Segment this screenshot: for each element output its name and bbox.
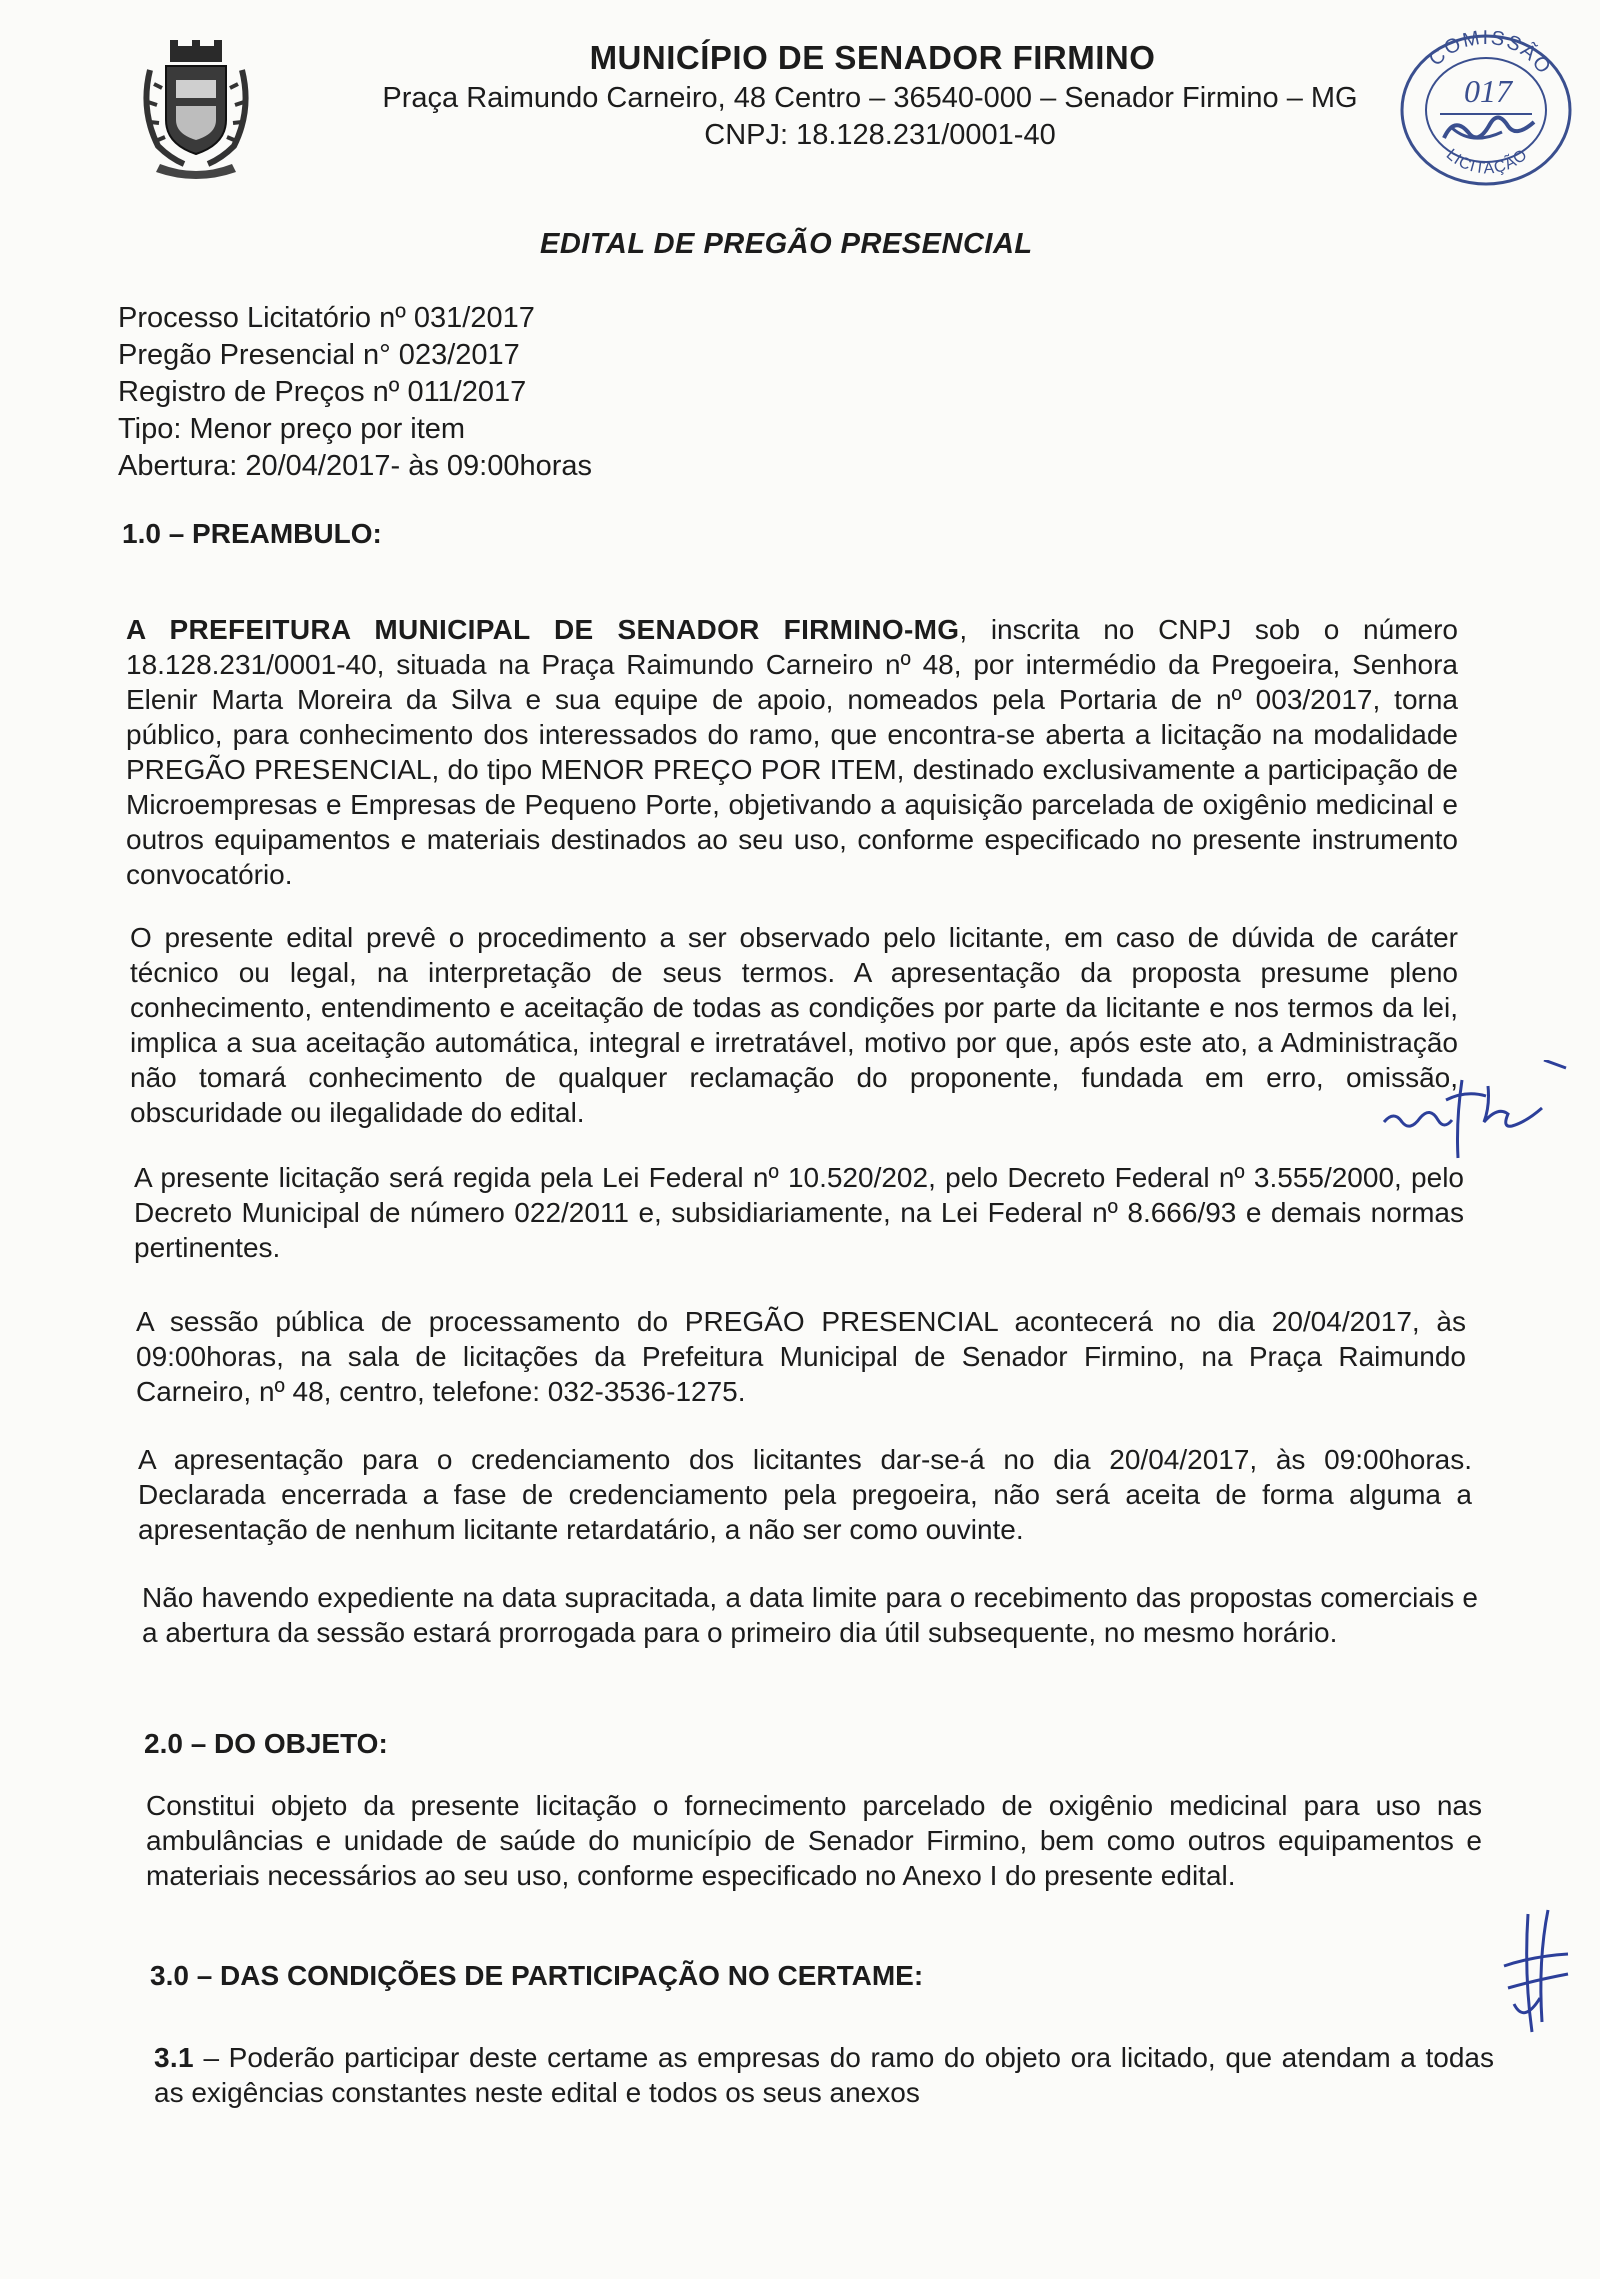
margin-initials-signature <box>1498 1908 1574 2038</box>
clause-3-1-paragraph <box>154 2040 1494 2110</box>
section-heading-preambulo: 1.0 – PREAMBULO: <box>122 518 382 549</box>
process-number: Processo Licitatório nº 031/2017 <box>118 302 535 334</box>
clause-3-1-text: – Poderão participar deste certame as empresas do ramo do objeto ora licitado, que atendam a todas as exigências constantes neste edital e todos os seus anexos <box>154 2042 1494 2108</box>
letterhead <box>340 36 1400 154</box>
section-heading-objeto: 2.0 – DO OBJETO: <box>144 1728 388 1759</box>
edital-procedure-paragraph: O presente edital prevê o procedimento a ser observado pelo licitante, em caso de dúvida de caráter técnico ou legal, na interpretação de seus termos. A apresentação da proposta presume pleno conhecimento, entendimento e aceitação de todas as condições por parte da licitante e nos termos da lei, implica a sua aceitação automática, integral e irretratável, motivo por que, após este ato, a Administração não tomará conhecimento de qualquer reclamação do proponente, fundada em erro, omissão, obscuridade ou ilegalidade do edital. <box>130 922 1458 1128</box>
document-title: EDITAL DE PREGÃO PRESENCIAL <box>540 228 1033 260</box>
clause-3-1-number: 3.1 <box>154 2042 194 2073</box>
postponement-paragraph: Não havendo expediente na data supracitada, a data limite para o recebimento das propostas comerciais e a abertura da sessão estará prorrogada para o primeiro dia útil subsequente, no mesmo horário. <box>142 1582 1478 1648</box>
legal-basis-paragraph: A presente licitação será regida pela Lei Federal nº 10.520/202, pelo Decreto Federal nº 3.555/2000, pelo Decreto Municipal de número 022/2011 e, subsidiariamente, na Lei Federal nº 8.666/93 e demais normas pertinentes. <box>134 1162 1464 1263</box>
preamble-text: , inscrita no CNPJ sob o número 18.128.231/0001-40, situada na Praça Raimundo Carneiro nº 48, por intermédio da Pregoeira, Senhora Elenir Marta Moreira da Silva e sua equipe de apoio, nomeados pela Portaria de nº 003/2017, torna público, para conhecimento dos interessados do ramo, que encontra-se aberta a licitação na modalidade PREGÃO PRESENCIAL, do tipo MENOR PREÇO POR ITEM, destinado exclusivamente a participação de Microempresas e Empresas de Pequeno Porte, objetivando a aquisição parcelada de oxigênio medicinal e outros equipamentos e materiais destinados ao seu uso, conforme especificado no presente instrumento convocatório. <box>126 614 1458 890</box>
bid-type: Tipo: Menor preço por item <box>118 413 466 445</box>
stamp-bottom-text: LICITAÇÃO <box>1442 146 1532 178</box>
pregao-number: Pregão Presencial n° 023/2017 <box>118 339 520 371</box>
process-metadata <box>118 300 592 485</box>
municipality-cnpj: CNPJ: 18.128.231/0001-40 <box>704 119 1056 151</box>
price-registry-number: Registro de Preços nº 011/2017 <box>118 376 527 408</box>
section-heading-participacao: 3.0 – DAS CONDIÇÕES DE PARTICIPAÇÃO NO CERTAME: <box>150 1960 924 1991</box>
svg-text:LICITAÇÃO <box>1443 146 1531 177</box>
object-paragraph: Constitui objeto da presente licitação o fornecimento parcelado de oxigênio medicinal para uso nas ambulâncias e unidade de saúde do município de Senador Firmino, bem como outros equipamentos e materiais necessários ao seu uso, conforme especificado no Anexo I do presente edital. <box>146 1790 1482 1891</box>
commission-stamp <box>1392 18 1580 190</box>
public-session-paragraph: A sessão pública de processamento do PREGÃO PRESENCIAL acontecerá no dia 20/04/2017, às 09:00horas, na sala de licitações da Prefeitura Municipal de Senador Firmino, na Praça Raimundo Carneiro, nº 48, centro, telefone: 032-3536-1275. <box>136 1306 1466 1407</box>
municipality-name: MUNICÍPIO DE SENADOR FIRMINO <box>589 39 1156 76</box>
preamble-paragraph <box>126 612 1458 892</box>
margin-rubric-signature <box>1376 1060 1576 1164</box>
stamp-top-text: COMISSÃO <box>1424 26 1556 80</box>
municipal-crest-icon <box>140 40 252 180</box>
municipality-address: Praça Raimundo Carneiro, 48 Centro – 36540-000 – Senador Firmino – MG <box>382 82 1358 114</box>
credentialing-paragraph: A apresentação para o credenciamento dos licitantes dar-se-á no dia 20/04/2017, às 09:00horas. Declarada encerrada a fase de credenciamento pela pregoeira, não será aceita de forma alguma a apresentação de nenhum licitante retardatário, a não ser como ouvinte. <box>138 1444 1472 1545</box>
prefeitura-name: A PREFEITURA MUNICIPAL DE SENADOR FIRMINO-MG <box>126 614 960 645</box>
stamp-number: 017 <box>1464 73 1512 109</box>
opening-date: Abertura: 20/04/2017- às 09:00horas <box>118 450 592 482</box>
